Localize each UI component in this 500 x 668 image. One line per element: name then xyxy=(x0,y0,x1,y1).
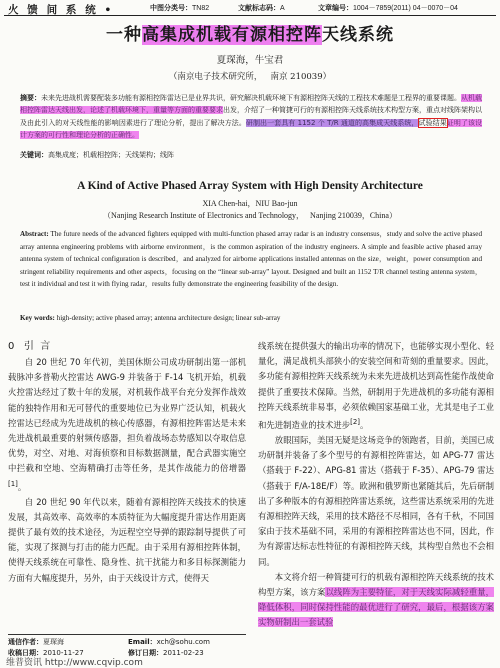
paragraph: 自 20 世纪 70 年代初，美国休斯公司成功研制出第一部机载脉冲多普勒火控雷达 AWG-9 并装备于 F-14 飞机开始，机载火控雷达经过了数十年的发展，对机载作战平台充分发挥作战效能的独特作用和无可替代的重要地位已为业界广泛认知，机载火控雷达已经成为先进战机的核心传感器，有源相控阵雷达是未来先进战机最重要的射频传感器，担负着战场态势感知以夺取信息优势，对空、对地、对海侦察和目标数据测量，配合武器实施空中拦截和空地、空海精确打击等任务，是其作战能力的倍增器[1]。 xyxy=(8,357,246,492)
footnote-received: 收稿日期：2010-11-27 xyxy=(8,649,84,657)
paragraph: 自 20 世纪 90 年代以来，随着有源相控阵天线技术的快速发展，其高效率、高效率的本质特征为大幅度提升雷达作用距离提供了最有效的技术途径，为远程空空导弹的跟踪制导提供了可能，实现了探测与打击的能力匹配。由于采用有源相控阵体制，使得天线系统在可靠性、隐身性、抗干扰能力和多目标探测能力方面有大幅度提升，另外，由于天线设计方式，使得天 xyxy=(8,496,246,583)
footnote-revised: 修订日期：2011-02-23 xyxy=(128,649,204,657)
article-number: 文章编号：1004－7859(2011) 04－0070－04 xyxy=(318,5,458,12)
section-heading: 0 引 言 xyxy=(8,341,51,352)
abstract-highlight-1: 从机载相控阵雷达天线出发，论述了机载环境下，重量等方面的重要要求 xyxy=(20,94,482,115)
clc-number: 中图分类号：TN82 xyxy=(150,5,210,12)
abstract-en: Abstract: The future needs of the advanced fighters equipped with multi-function phased array radar is an industry consensus，study and solve the active phased array antenna engineering problems with airborne environment，is the common aspiration of the industry engineers. A simple and feasible active phased array antenna system of technical configuration is described，and analyzed for airborne applications installed antennas on the size，weight，power consumption and stringent reliability requirements and other aspects，focusing on the “linear sub-array” layout. Designed and built an 1152 T/R channel testing antenna system，test it individual and test it with flying radar，results fully demonstrate the engineering feasibility of the design. xyxy=(20,230,482,288)
body-highlight-2: 最优进行了研究，最后，根据该方案实物研制出一套试验 xyxy=(258,602,495,628)
body-column-left xyxy=(8,355,246,586)
authors-en: XIA Chen-hai，NIU Bao-jun xyxy=(202,199,298,208)
affiliation-zh: （南京电子技术研究所， 南京 210039） xyxy=(168,72,332,82)
authors-zh: 夏琛海，牛宝君 xyxy=(216,55,284,66)
page-title-en: A Kind of Active Phased Array System with High Density Architecture xyxy=(77,180,423,192)
citation: [2] xyxy=(350,418,361,427)
footnote-rule xyxy=(8,634,246,635)
page-title-zh: 一种高集成机载有源相控阵天线系统 xyxy=(106,25,394,45)
abstract-boxed-phrase: 试验结果 xyxy=(418,118,447,127)
abstract-highlight-3: 证明了该设计方案的可行性和理论分析的正确性。 xyxy=(20,118,483,139)
abstract-zh: 摘要：未来先进战机需要配装多功能有源相控阵雷达已是业界共识，研究解决机载环境下有源相控阵天线的工程技术难题是工程界的重要课题。从机载相控阵雷达天线出发，论述了机载环境下，重量等方面的重要要求出发，介绍了一种简捷可行的有源相控阵天线系统技术构型方案，重点对线阵架构以及由此引入的对天线性能的影响因素进行了理论分析，提出了解决方法。研制出一套具有 1152 个 T/R 通道的高集成天线系统，试验结果证明了该设计方案的可行性和理论分析的正确性。 xyxy=(20,94,483,139)
footnote-email: Email：xch@sohu.com xyxy=(128,638,210,646)
body-highlight-1: 以线阵为主要特征，对于天线实际减轻重量，降低体积，同时保持性能的 xyxy=(258,587,495,613)
keywords-zh: 关键词：高集成度；机载相控阵；天线架构；线阵 xyxy=(20,151,174,159)
citation: [1] xyxy=(8,479,18,488)
footnote-author: 通信作者：夏琛海 xyxy=(8,638,64,646)
watermark-text: 维普资讯 http://www.cqvip.com xyxy=(6,658,143,668)
title-highlight: 高集成机载有源相控阵 xyxy=(142,25,322,45)
document-code: 文献标志码：A xyxy=(238,5,285,12)
body-column-right xyxy=(258,339,494,631)
paragraph: 本文将介绍一种简捷可行的机载有源相控阵天线系统的技术构型方案，该方案以线阵为主要特征，对于天线实际减轻重量，降低体积，同时保持性能的最优进行了研究，最后，根据该方案实物研制出一套试验 xyxy=(258,571,495,628)
header-rule xyxy=(4,15,496,16)
affiliation-en: （Nanjing Research Institute of Electronics and Technology， Nanjing 210039，China） xyxy=(103,211,397,220)
paragraph: 放眼国际，美国无疑是这场竞争的领跑者，目前，美国已成功研制并装备了多个型号的有源相控阵雷达，如 APG-77 雷达（搭载于 F-22）、APG-81 雷达（搭载于 F-35）、APG-79 雷达（搭载于 F/A-18E/F）等。欧洲和俄罗斯也紧随其后，先后研制出了多种版本的有源相控阵雷达系统，这些雷达系统采用的先进有源相控阵天线，采用的技术路径不尽相同，各有千秋，不同国家由于技术基础不同，采用的有源相控阵雷达也不同，因此，作为有源雷达标志性特征的有源相控阵天线，其构型自然也不会相同。 xyxy=(258,435,494,567)
keywords-en: Key words: high-density; active phased array; antenna architecture design; linear sub-array xyxy=(20,314,281,322)
journal-header-name: 火 馈 间 系 统 • xyxy=(8,4,112,16)
abstract-highlight-2: 研制出一套具有 1152 个 T/R 通道的高集成天线系统， xyxy=(245,118,419,127)
paragraph: 线系统在提供强大的输出功率的情况下，也能够实现小型化、轻量化，满足战机头部狭小的安装空间和苛刻的重量要求。因此，多功能有源相控阵天线系统为未来先进战机达到高性能作战使命提供了重要技术保障。当然，研制用于先进战机的多功能有源相控阵天线系统非易事，必须依赖国家基础工业，尤其是电子工业和先进制造业的技术进步[2]。 xyxy=(258,341,494,430)
